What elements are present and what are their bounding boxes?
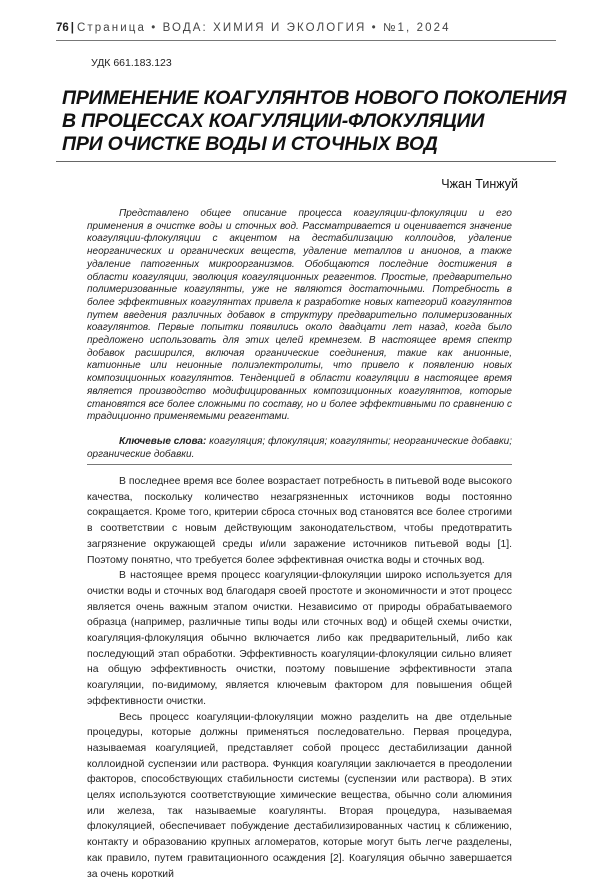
- keywords: [87, 436, 512, 461]
- keywords-rule: [87, 464, 512, 465]
- keywords-text: коагуляция; флокуляция; коагулянты; неорганические добавки; органические добавки.: [87, 436, 512, 460]
- title-line: В ПРОЦЕССАХ КОАГУЛЯЦИИ-ФЛОКУЛЯЦИИ: [62, 110, 485, 132]
- body-paragraph: В настоящее время процесс коагуляции-флокуляции широко используется для очистки воды и сточных вод благодаря своей простоте и экономичности и этот процесс является очень важным этапом очистки. Независимо от природы обрабатываемого образца (например, различные типы воды или сточных вод) и общей схемы очистки, коагуляция-флокуляция обычно включается либо как предварительный, либо как последующий этап обработки. Эффективность коагуляции-флокуляции сильно влияет на общую эффективность очистки, поэтому повышение эффективности этапа коагуляции, по-видимому, является ключевым фактором для повышения общей эффективности очистки.: [87, 570, 512, 707]
- author-name: Чжан Тинжуй: [441, 177, 518, 191]
- header-rule: [56, 40, 556, 41]
- title-line: ПРИ ОЧИСТКЕ ВОДЫ И СТОЧНЫХ ВОД: [62, 133, 438, 155]
- udk-code: УДК 661.183.123: [91, 57, 172, 69]
- body-paragraph: Весь процесс коагуляции-флокуляции можно разделить на две отдельные процедуры, которые должны применяться последовательно. Первая процедура, называемая коагуляцией, представляет собой процесс дестабилизации данной коллоидной суспензии или раствора. Функция коагуляции заключается в преодолении факторов, способствующих стабильности системы (суспензии или раствора). В этих целях используются соответствующие химические вещества, обычно соли алюминия или железа, так называемые коагулянты. Вторая процедура, называемая флокуляцией, обеспечивает побуждение дестабилизированных частиц к сближению, контакту и образованию крупных агломератов, которые могут быть легче разделены, как правило, путем гравитационного осаждения [2]. Коагуляция обычно завершается за очень короткий: [87, 711, 512, 880]
- page-number: 76: [56, 22, 69, 34]
- title-line: ПРИМЕНЕНИЕ КОАГУЛЯНТОВ НОВОГО ПОКОЛЕНИЯ: [62, 87, 567, 109]
- body-paragraph: В последнее время все более возрастает потребность в питьевой воде высокого качества, поскольку количество незагрязненных источников воды постоянно сокращается. Кроме того, критерии сброса сточных вод становятся все более строгими в соответствии с новым действующим законодательством, чтобы предотвратить загрязнение окружающей среды и/или заражение источников питьевой воды [1]. Поэтому понятно, что требуется более эффективная очистка воды и сточных вод.: [87, 476, 512, 566]
- title-rule: [56, 161, 556, 162]
- running-header: [56, 22, 556, 34]
- header-separator: |: [70, 22, 75, 34]
- article-title: [62, 87, 567, 156]
- abstract: Представлено общее описание процесса коагуляции-флокуляции и его применения в очистке воды и сточных вод. Рассматривается и оценивается значение коагуляции-флокуляции с акцентом на дестабилизацию коллоидов, удаление неорганических и органических веществ, удаление металлов и анионов, а также удаление патогенных микроорганизмов. Обобщаются последние достижения в области коагуляции, эволюция коагуляционных реагентов. Простые, предварительно полимеризованные коагулянты, уже не являются достаточными. Потребность в более эффективных коагулянтах привела к разработке новых категорий коагулянтов путем введения различных добавок в структуру предварительно полимеризованных коагулянтов. Первые попытки появились около двадцати лет назад, когда было предложено использовать для этих целей кремнезем. В настоящее время спектр добавок расширился, включая органические соединения, такие как анионные, катионные или неионные полиэлектролиты, что привело к появлению новых композиционных коагулянтов. Тенденцией в области коагуляции в настоящее время является производство модифицированных композиционных коагулянтов, которые становятся все более сложными по составу, но и более эффективными по сравнению с традиционно применяемыми реагентами.: [87, 208, 512, 423]
- article-body: [87, 474, 512, 882]
- keywords-label: Ключевые слова:: [119, 436, 207, 447]
- running-title: Страница • ВОДА: ХИМИЯ И ЭКОЛОГИЯ • №1, 2024: [77, 22, 451, 34]
